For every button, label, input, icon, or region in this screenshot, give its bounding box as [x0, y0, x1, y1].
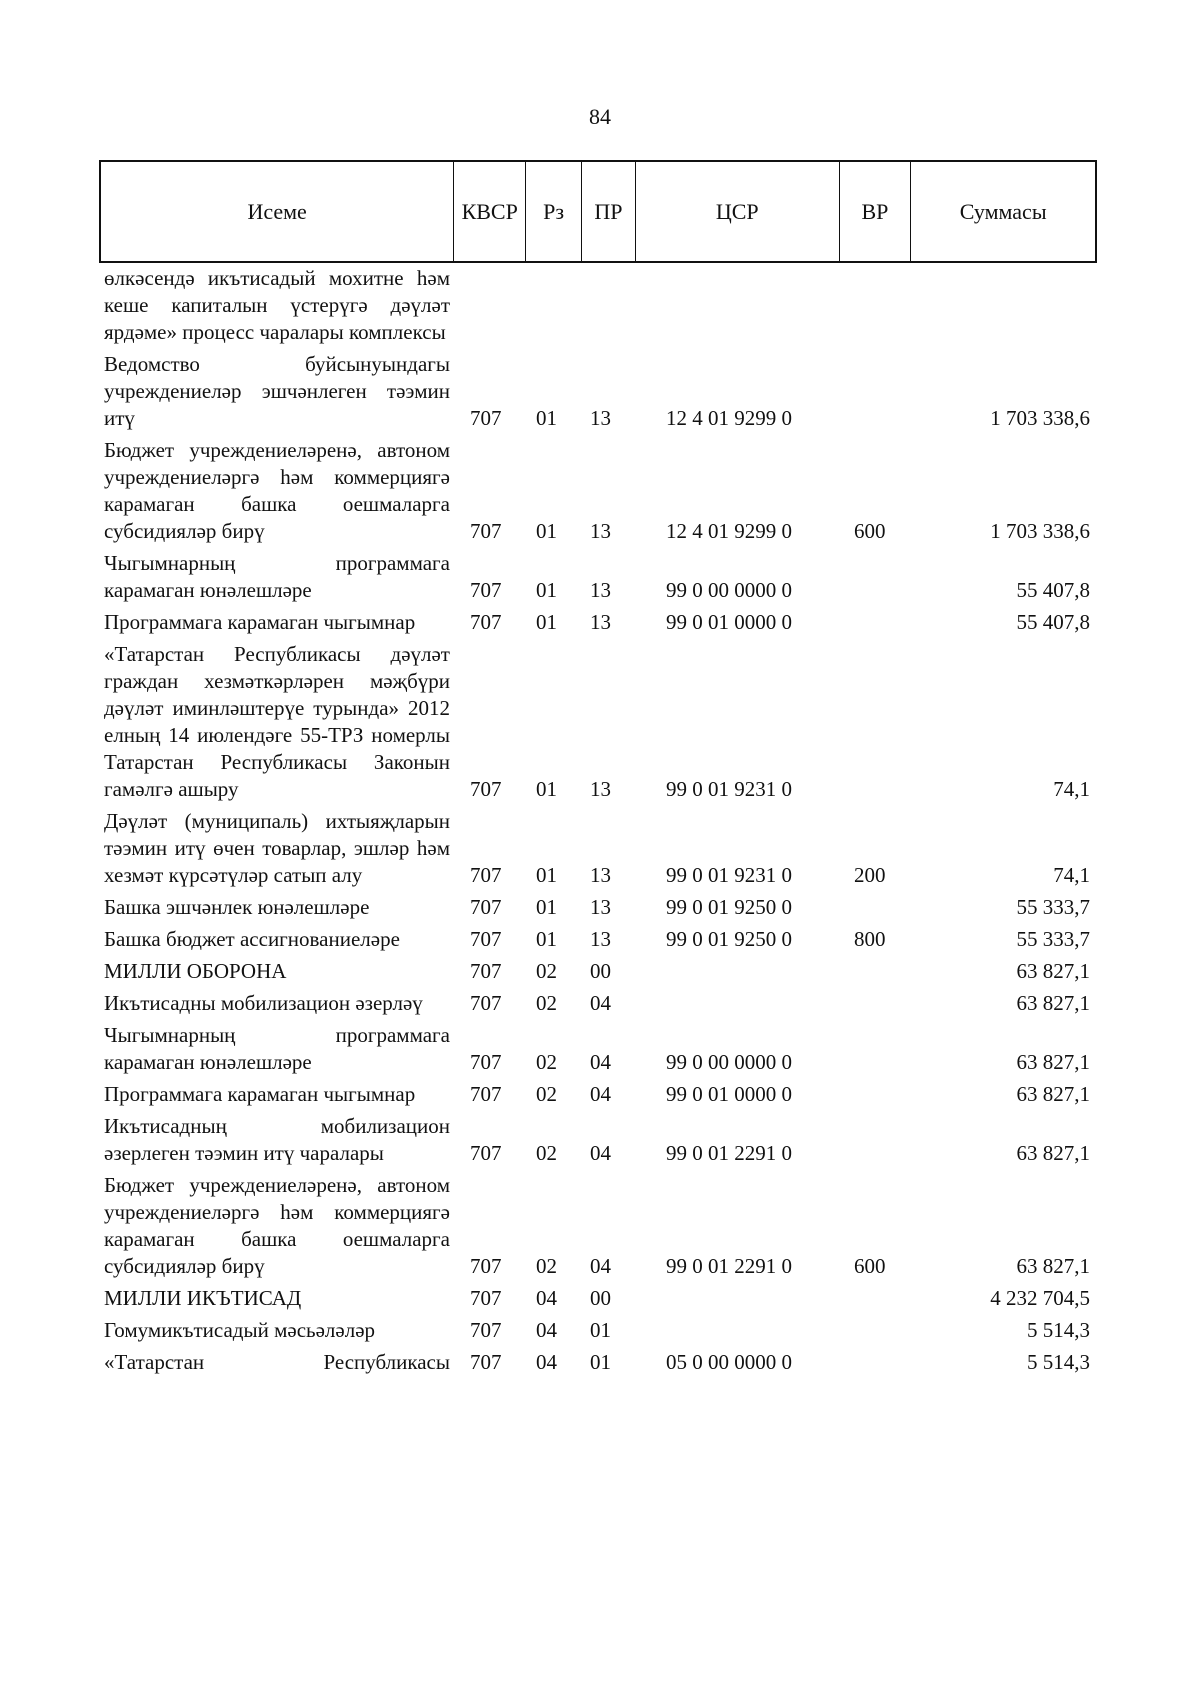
- row-name: Икътисадны мобилизацион әзерләү: [104, 991, 423, 1015]
- table-row: [0, 926, 1200, 953]
- row-rz: 01: [536, 863, 557, 887]
- row-csr: 99 0 01 9250 0: [666, 927, 792, 951]
- table-row: [0, 641, 1200, 803]
- row-csr: 99 0 00 0000 0: [666, 578, 792, 602]
- row-kvsr: 707: [470, 959, 502, 983]
- row-pr: 00: [590, 1286, 611, 1310]
- row-name: Дәүләт (муниципаль) ихтыяҗларын тәэмин итү өчен товарлар, эшләр һәм хезмәт күрсәтүләр сатып алу: [104, 809, 450, 887]
- table-row: [0, 990, 1200, 1017]
- row-rz: 02: [536, 1141, 557, 1165]
- row-kvsr: 707: [470, 1318, 502, 1342]
- row-kvsr: 707: [470, 610, 502, 634]
- row-sum: 5 514,3: [1027, 1350, 1090, 1374]
- header-pr: ПР: [582, 162, 636, 261]
- row-csr: 99 0 00 0000 0: [666, 1050, 792, 1074]
- row-csr: 99 0 01 9250 0: [666, 895, 792, 919]
- row-kvsr: 707: [470, 991, 502, 1015]
- row-rz: 01: [536, 927, 557, 951]
- row-name: Чыгымнарның программага карамаган юнәлешләре: [104, 1023, 450, 1074]
- row-rz: 02: [536, 1254, 557, 1278]
- row-sum: 74,1: [1053, 863, 1090, 887]
- row-kvsr: 707: [470, 1050, 502, 1074]
- row-csr: 12 4 01 9299 0: [666, 406, 792, 430]
- row-name: Гомумикътисадый мәсьәләләр: [104, 1318, 376, 1342]
- row-sum: 74,1: [1053, 777, 1090, 801]
- table-row: [0, 808, 1200, 889]
- row-rz: 04: [536, 1318, 557, 1342]
- table-row: [0, 958, 1200, 985]
- row-rz: 02: [536, 991, 557, 1015]
- row-sum: 55 407,8: [1016, 578, 1090, 602]
- row-pr: 13: [590, 895, 611, 919]
- row-pr: 13: [590, 777, 611, 801]
- row-sum: 4 232 704,5: [990, 1286, 1090, 1310]
- row-pr: 04: [590, 1141, 611, 1165]
- row-name: Башка бюджет ассигнованиеләре: [104, 927, 400, 951]
- row-pr: 13: [590, 519, 611, 543]
- row-name: Бюджет учреждениеләренә, автоном учреждениеләргә һәм коммерциягә карамаган башка оешмаларга субсидияләр бирү: [104, 1173, 450, 1278]
- table-row: [0, 1113, 1200, 1167]
- row-name: Икътисадның мобилизацион әзерлеген тәэмин итү чаралары: [104, 1114, 450, 1165]
- header-sum: Суммасы: [959, 198, 1047, 224]
- row-rz: 02: [536, 1082, 557, 1106]
- row-rz: 01: [536, 578, 557, 602]
- row-name: өлкәсендә икътисадый мохитне һәм кеше капиталын үстерүгә дәүләт ярдәме» процесс чаралары комплексы: [104, 266, 450, 344]
- row-sum: 63 827,1: [1016, 1082, 1090, 1106]
- header-name: Исеме: [101, 162, 454, 261]
- row-csr: 99 0 01 0000 0: [666, 610, 792, 634]
- row-kvsr: 707: [470, 406, 502, 430]
- row-csr: 99 0 01 9231 0: [666, 777, 792, 801]
- row-sum: 55 333,7: [1016, 927, 1090, 951]
- row-rz: 01: [536, 519, 557, 543]
- row-name: МИЛЛИ ОБОРОНА: [104, 959, 287, 983]
- header-rz: Рз: [526, 162, 582, 261]
- row-sum: 55 407,8: [1016, 610, 1090, 634]
- row-vr: 600: [854, 519, 886, 543]
- row-pr: 04: [590, 1050, 611, 1074]
- row-pr: 13: [590, 406, 611, 430]
- table-header: [99, 160, 1097, 263]
- row-kvsr: 707: [470, 895, 502, 919]
- row-pr: 13: [590, 578, 611, 602]
- table-row: [0, 265, 1200, 346]
- row-csr: 99 0 01 2291 0: [666, 1254, 792, 1278]
- row-vr: 600: [854, 1254, 886, 1278]
- row-pr: 04: [590, 1254, 611, 1278]
- row-kvsr: 707: [470, 777, 502, 801]
- row-sum: 5 514,3: [1027, 1318, 1090, 1342]
- row-kvsr: 707: [470, 1286, 502, 1310]
- row-rz: 01: [536, 610, 557, 634]
- row-pr: 01: [590, 1350, 611, 1374]
- table-row: [0, 1081, 1200, 1108]
- row-pr: 04: [590, 991, 611, 1015]
- row-sum: 55 333,7: [1016, 895, 1090, 919]
- row-kvsr: 707: [470, 1082, 502, 1106]
- row-name: Бюджет учреждениеләренә, автоном учреждениеләргә һәм коммерциягә карамаган башка оешмаларга субсидияләр бирү: [104, 438, 450, 543]
- row-pr: 13: [590, 863, 611, 887]
- header-vr: ВР: [840, 162, 912, 261]
- row-name: «Татарстан Республикасы: [104, 1350, 450, 1374]
- row-kvsr: 707: [470, 1254, 502, 1278]
- row-sum: 1 703 338,6: [990, 406, 1090, 430]
- row-name: Ведомство буйсынуындагы учреждениеләр эшчәнлеген тәэмин итү: [104, 352, 450, 430]
- row-vr: 200: [854, 863, 886, 887]
- row-sum: 63 827,1: [1016, 1141, 1090, 1165]
- table-row: [0, 1317, 1200, 1344]
- row-csr: 99 0 01 0000 0: [666, 1082, 792, 1106]
- row-csr: 05 0 00 0000 0: [666, 1350, 792, 1374]
- row-name: Чыгымнарның программага карамаган юнәлешләре: [104, 551, 450, 602]
- header-kvsr: КВСР: [454, 162, 526, 261]
- row-sum: 63 827,1: [1016, 1050, 1090, 1074]
- table-row: [0, 437, 1200, 545]
- row-kvsr: 707: [470, 578, 502, 602]
- row-name: МИЛЛИ ИКЪТИСАД: [104, 1286, 302, 1310]
- page-number: 84: [589, 104, 611, 129]
- row-pr: 01: [590, 1318, 611, 1342]
- row-csr: 99 0 01 2291 0: [666, 1141, 792, 1165]
- table-row: [0, 1285, 1200, 1312]
- row-kvsr: 707: [470, 519, 502, 543]
- table-body: [0, 265, 1200, 1381]
- row-pr: 04: [590, 1082, 611, 1106]
- row-rz: 04: [536, 1350, 557, 1374]
- row-pr: 13: [590, 927, 611, 951]
- row-pr: 13: [590, 610, 611, 634]
- row-name: Программага карамаган чыгымнар: [104, 1082, 416, 1106]
- table-row: [0, 609, 1200, 636]
- row-rz: 01: [536, 406, 557, 430]
- row-sum: 63 827,1: [1016, 991, 1090, 1015]
- row-csr: 12 4 01 9299 0: [666, 519, 792, 543]
- row-kvsr: 707: [470, 1141, 502, 1165]
- table-row: [0, 1172, 1200, 1280]
- row-sum: 63 827,1: [1016, 1254, 1090, 1278]
- table-row: [0, 550, 1200, 604]
- row-sum: 1 703 338,6: [990, 519, 1090, 543]
- row-name: «Татарстан Республикасы дәүләт граждан хезмәткәрләрен мәҗбүри дәүләт иминләштерүе турында» 2012 елның 14 июлендәге 55-ТРЗ номерлы Татарстан Республикасы Законын гамәлгә ашыру: [104, 642, 450, 801]
- row-kvsr: 707: [470, 863, 502, 887]
- row-rz: 01: [536, 895, 557, 919]
- row-rz: 04: [536, 1286, 557, 1310]
- row-sum: 63 827,1: [1016, 959, 1090, 983]
- row-kvsr: 707: [470, 927, 502, 951]
- row-rz: 02: [536, 1050, 557, 1074]
- row-csr: 99 0 01 9231 0: [666, 863, 792, 887]
- row-rz: 01: [536, 777, 557, 801]
- row-pr: 00: [590, 959, 611, 983]
- row-name: Башка эшчәнлек юнәлешләре: [104, 895, 370, 919]
- table-row: [0, 894, 1200, 921]
- header-csr: ЦСР: [636, 162, 840, 261]
- table-row: [0, 351, 1200, 432]
- row-name: Программага карамаган чыгымнар: [104, 610, 416, 634]
- row-vr: 800: [854, 927, 886, 951]
- table-row: [0, 1349, 1200, 1376]
- table-row: [0, 1022, 1200, 1076]
- row-kvsr: 707: [470, 1350, 502, 1374]
- row-rz: 02: [536, 959, 557, 983]
